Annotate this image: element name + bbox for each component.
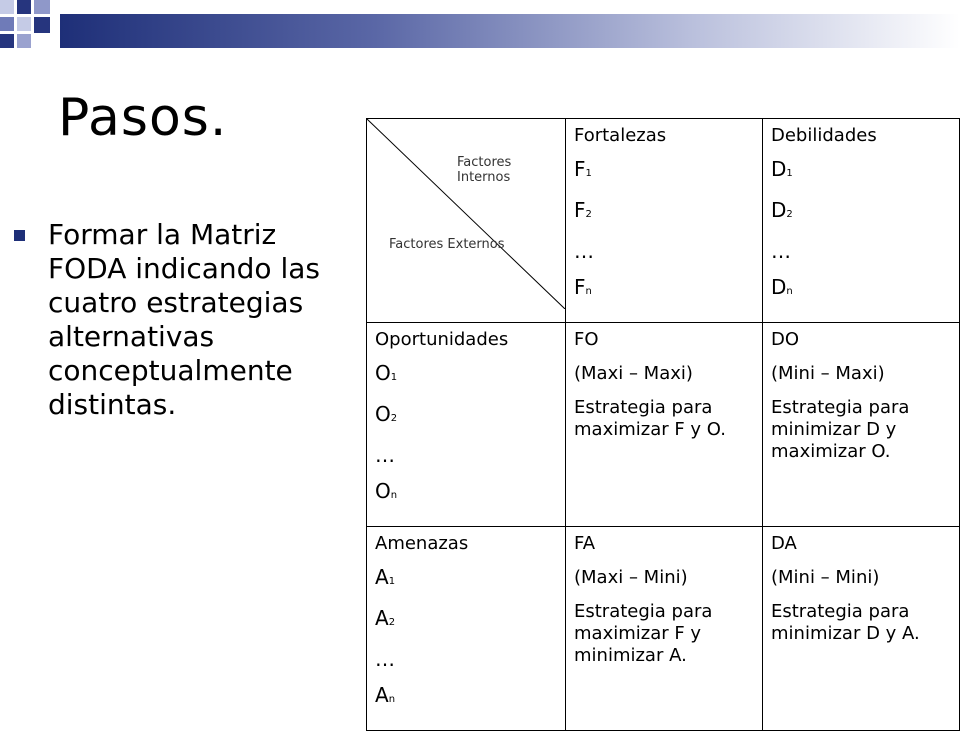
deco-square — [34, 0, 50, 14]
header-gradient-bar — [60, 14, 960, 48]
fo-strategy-cell — [566, 323, 763, 527]
do-mode: (Mini – Maxi) — [771, 363, 885, 384]
deco-square — [17, 0, 31, 14]
fa-code: FA — [574, 533, 596, 554]
deco-square — [0, 17, 14, 31]
fa-mode: (Maxi – Mini) — [574, 567, 688, 588]
strengths-header-cell — [566, 119, 763, 323]
threats-heading: Amenazas — [375, 533, 469, 554]
threat-ellipsis: … — [375, 647, 395, 671]
label-internal-factors: Factores Internos — [457, 155, 512, 185]
opportunities-header-cell — [367, 323, 566, 527]
threat-item: A1 — [375, 565, 396, 589]
fo-mode: (Maxi – Maxi) — [574, 363, 693, 384]
fo-description: Estrategia para maximizar F y O. — [574, 397, 726, 440]
da-description: Estrategia para minimizar D y A. — [771, 601, 920, 644]
matrix-row-header — [367, 119, 960, 323]
diagonal-divider — [367, 119, 565, 309]
da-mode: (Mini – Mini) — [771, 567, 880, 588]
weaknesses-heading: Debilidades — [771, 125, 877, 146]
weakness-item: D1 — [771, 157, 793, 181]
strength-ellipsis: … — [574, 239, 594, 263]
matrix-row-threats — [367, 527, 960, 731]
threat-item: A2 — [375, 606, 396, 630]
foda-matrix — [366, 118, 960, 731]
da-strategy-cell — [763, 527, 960, 731]
matrix-corner-cell — [367, 119, 566, 323]
opportunities-heading: Oportunidades — [375, 329, 509, 350]
weakness-ellipsis: … — [771, 239, 791, 263]
do-strategy-cell — [763, 323, 960, 527]
deco-square — [17, 34, 31, 48]
weaknesses-header-cell — [763, 119, 960, 323]
fa-strategy-cell — [566, 527, 763, 731]
weakness-item: D2 — [771, 198, 793, 222]
opportunity-item: On — [375, 479, 398, 503]
do-code: DO — [771, 329, 800, 350]
threat-item: An — [375, 683, 396, 707]
square-bullet-icon — [14, 230, 25, 241]
deco-square — [17, 17, 31, 31]
label-external-factors: Factores Externos — [389, 237, 505, 252]
opportunity-item: O2 — [375, 402, 398, 426]
strengths-heading: Fortalezas — [574, 125, 667, 146]
deco-square — [34, 17, 50, 33]
strength-item: F2 — [574, 198, 592, 222]
opportunity-ellipsis: … — [375, 443, 395, 467]
bullet-text: Formar la Matriz FODA indicando las cuatro estrategias alternativas conceptualmente distintas. — [48, 218, 320, 421]
weakness-item: Dn — [771, 275, 793, 299]
opportunity-item: O1 — [375, 361, 398, 385]
fo-code: FO — [574, 329, 599, 350]
do-description: Estrategia para minimizar D y maximizar O. — [771, 397, 910, 462]
matrix-row-opportunities — [367, 323, 960, 527]
fa-description: Estrategia para maximizar F y minimizar A. — [574, 601, 713, 666]
deco-square — [0, 0, 14, 14]
strength-item: Fn — [574, 275, 592, 299]
threats-header-cell — [367, 527, 566, 731]
strength-item: F1 — [574, 157, 592, 181]
deco-square — [0, 34, 14, 48]
slide-title: Pasos. — [58, 88, 228, 148]
da-code: DA — [771, 533, 797, 554]
